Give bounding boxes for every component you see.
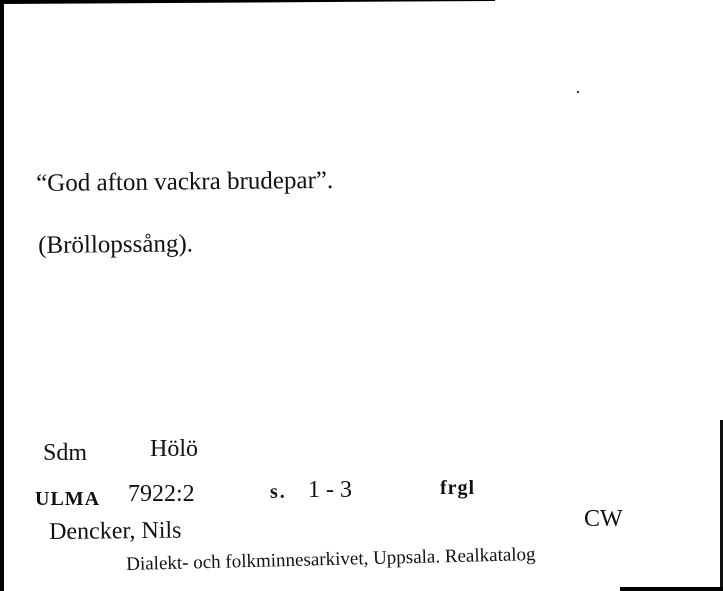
- card-top-edge: [0, 0, 495, 4]
- pages-label: s.: [270, 481, 287, 503]
- archive-code: ULMA: [35, 488, 101, 510]
- archive-footer: Dialekt- och folkminnesarkivet, Uppsala. Realkatalog: [125, 543, 536, 575]
- scan-speck: [577, 91, 579, 93]
- province-code: Sdm: [43, 440, 88, 466]
- type-code: frgl: [440, 477, 476, 499]
- accession-number: 7922:2: [128, 481, 195, 507]
- cataloger-initials: CW: [584, 506, 623, 532]
- pages-range: 1 - 3: [308, 477, 352, 503]
- parish-name: Hölö: [150, 436, 198, 462]
- song-genre: (Bröllopssång).: [37, 230, 194, 259]
- collector-name: Dencker, Nils: [48, 517, 182, 545]
- card-bottom-edge: [620, 587, 723, 591]
- song-title: “God afton vackra brudepar”.: [35, 166, 334, 197]
- card-left-edge: [0, 0, 4, 591]
